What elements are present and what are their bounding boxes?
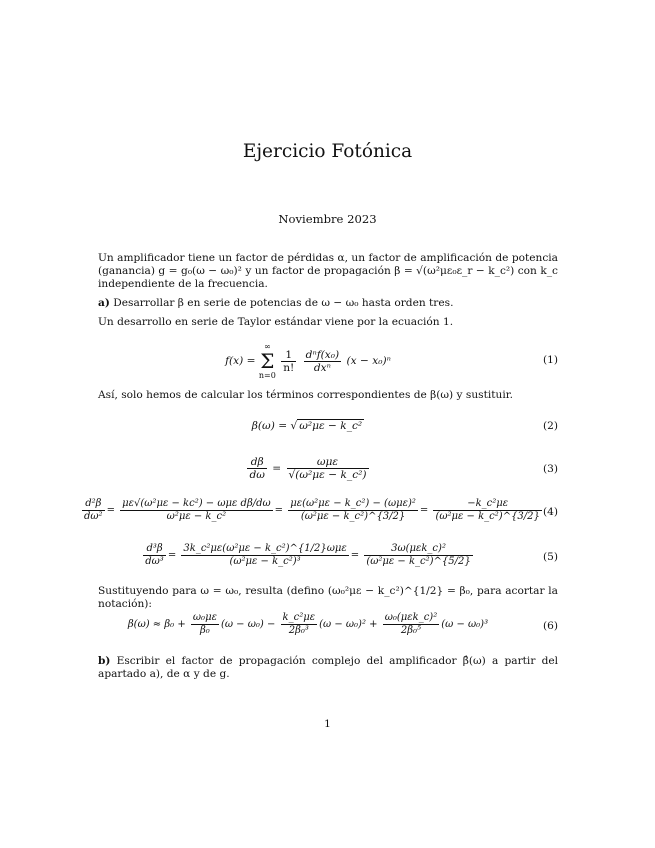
eq5-number: (5)	[542, 551, 558, 563]
part-b-statement	[98, 655, 558, 681]
intro-paragraph: Un amplificador tiene un factor de pérdidas α, un factor de amplificación de potencia (ganancia) g = g₀(ω − ω₀)² y un factor de propagación β = √(ω²με₀ε_r − k_c²) con k_c independiente de la frecuencia.	[98, 252, 558, 290]
eq6-c-rest: (ω − ω₀)³	[441, 619, 489, 630]
eq6-b-den: 2β₀³	[281, 624, 318, 637]
eq4-number: (4)	[542, 506, 558, 518]
eq1-f1-den: n!	[283, 361, 295, 374]
part-a-label: a)	[98, 297, 110, 309]
eq5-b-num: 3ω(μεk_c)²	[391, 543, 446, 554]
eq4-c-den: (ω²με − k_c²)^{3/2}	[435, 511, 540, 522]
part-b-text: Escribir el factor de propagación complejo del amplificador β̂(ω) a partir del apartado a), de α y de g.	[98, 655, 559, 680]
eq6-c-den: 2β₀⁵	[383, 624, 440, 637]
eq3-f-num: dβ	[250, 456, 264, 468]
eq6-a-rest: (ω − ω₀) −	[220, 619, 276, 630]
eq3-r-den: √(ω²με − k_c²)	[288, 469, 367, 481]
equation-1	[98, 342, 558, 382]
eq4-f-den: dω²	[84, 511, 103, 522]
eq3-number: (3)	[542, 463, 558, 475]
eq1-f2-num: dⁿf(x₀)	[305, 348, 340, 361]
eq5-f-den: dω³	[145, 556, 164, 567]
eq1-lhs: f(x) =	[225, 355, 256, 367]
eq5-f-num: d³β	[146, 543, 163, 554]
part-a-text: Desarrollar β en serie de potencias de ω − ω₀ hasta orden tres.	[113, 297, 454, 309]
eq6-lhs: β(ω) ≈ β₀ +	[127, 619, 186, 630]
document-date: Noviembre 2023	[278, 212, 377, 226]
eq2-lhs: β(ω) =	[251, 420, 288, 432]
eq4-b-den: (ω²με − k_c²)^{3/2}	[288, 510, 418, 523]
eq1-sum-bottom: n=0	[258, 371, 276, 380]
eq1-f2-den: dxⁿ	[304, 361, 341, 374]
eq3-r-num: ωμε	[316, 456, 339, 468]
eq5-a-num: 3k_c²με(ω²με − k_c²)^{1/2}ωμε	[183, 543, 347, 554]
eq1-sum-top: ∞	[264, 342, 271, 351]
sustituyendo-paragraph: Sustituyendo para ω = ω₀, resulta (defino (ω₀²με − k_c²)^{1/2} = β₀, para acortar la notación):	[98, 585, 558, 610]
eq6-a-den: β₀	[191, 624, 219, 637]
page-number: 1	[324, 718, 331, 730]
eq6-number: (6)	[542, 620, 558, 632]
equation-2: β(ω) = √ ω²με − k_c² (2)	[251, 420, 558, 432]
eq1-rest: (x − x₀)ⁿ	[346, 355, 391, 367]
equation-6	[98, 612, 558, 652]
part-b-label: b)	[98, 655, 111, 667]
eq6-b-rest: (ω − ω₀)² +	[319, 619, 378, 630]
eq6-b-num: k_c²με	[282, 612, 316, 623]
eq4-a-num: με√(ω²με − kc²) − ωμε dβ/dω	[122, 498, 271, 509]
equation-4: $\frac{\text{d²β}}{\text{dω²}}$ = $\frac{\text{με√(ω²με − kc²) − ωμε dβ/dω}}{\text{ω²με − k\_c²}}$ = $\frac{\text{με(ω²με − k\_c²) − (ωμε)²}}{\text{(ω²με − k\_c²)\textasciicircum{}\{3/2\}}}$ = $\frac{\text{−k\_c²με}}{\text{(ω²με − k\_c²)\textasciicircum{}\{3/2\}}}$ (4)	[84, 498, 558, 522]
eq6-c-num: ω₀(μεk_c)²	[384, 612, 438, 623]
part-a-statement	[98, 297, 558, 310]
equation-5: $\frac{\text{d³β}}{\text{dω³}}$ = $\frac{\text{3k\_c²με(ω²με − k\_c²)\textasciicircum{}\{1/2\}ωμε}}{\text{(ω²με − k\_c²)³}}$ = $\frac{\text{3ω(μεk\_c)²}}{\text{(ω²με − k\_c²)\textasciicircum{}\{5/2\}}}$ (5)	[145, 543, 558, 567]
eq3-f-den: dω	[249, 469, 265, 481]
equation-3: $\frac{d\beta}{d\omega}$ = $\frac{\text{ωμε}}{\text{√(ω²με − k\_c²)}}$ (3)	[249, 456, 558, 481]
eq2-sqrt: ω²με − k_c²	[299, 420, 363, 432]
eq6-a-num: ω₀με	[192, 612, 217, 623]
eq2-number: (2)	[542, 420, 558, 432]
eq5-b-den: (ω²με − k_c²)^{5/2}	[366, 556, 471, 567]
eq1-f1-num: 1	[285, 348, 293, 361]
eq1-number: (1)	[542, 354, 558, 366]
eq4-b-num: με(ω²με − k_c²) − (ωμε)²	[290, 498, 416, 509]
eq4-c-num: −k_c²με	[467, 498, 509, 509]
asi-paragraph: Así, solo hemos de calcular los términos correspondientes de β(ω) y sustituir.	[98, 389, 513, 401]
eq5-a-den: (ω²με − k_c²)³	[181, 555, 348, 568]
eq4-f-num: d²β	[85, 498, 102, 509]
taylor-paragraph: Un desarrollo en serie de Taylor estándar viene por la ecuación 1.	[98, 316, 454, 328]
document-title: Ejercicio Fotónica	[242, 141, 413, 162]
eq4-a-den: ω²με − k_c²	[120, 510, 273, 523]
eq1-sum: ∞ Σ n=0	[258, 342, 276, 380]
